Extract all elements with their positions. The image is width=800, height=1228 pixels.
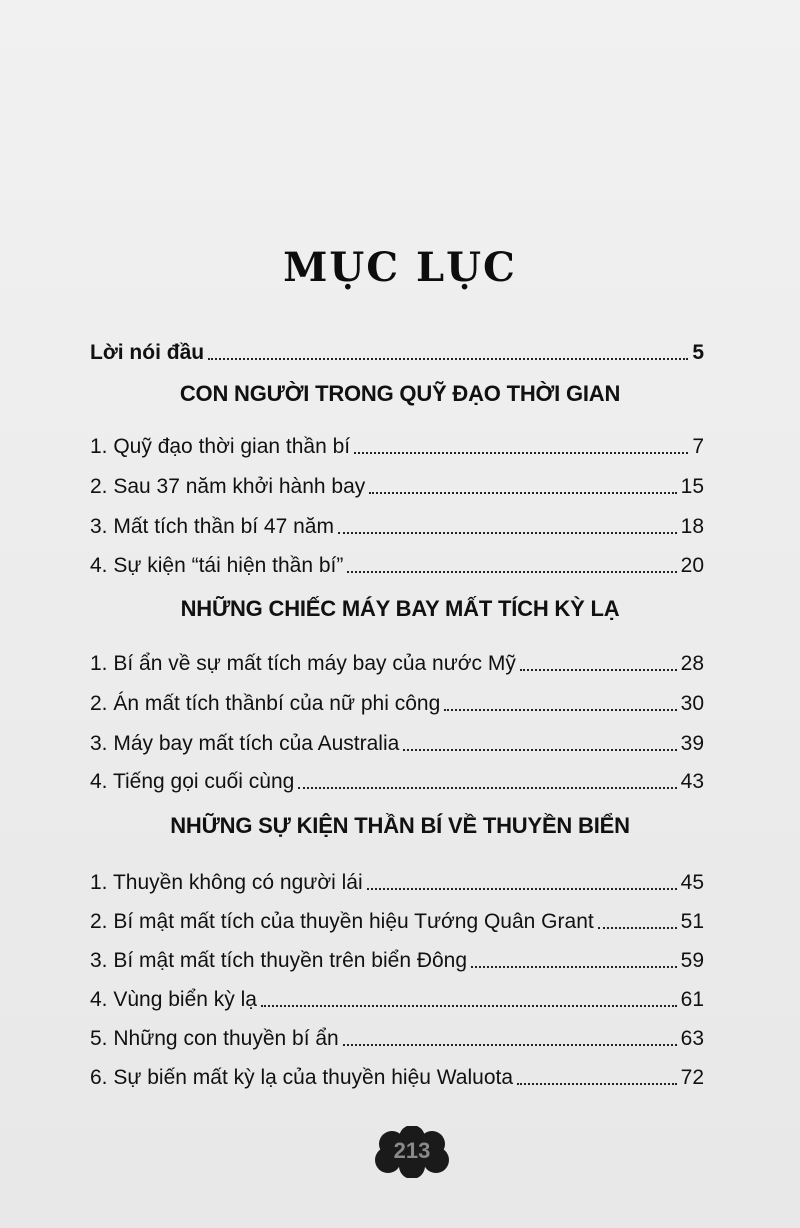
toc-entry-label: 2. Sau 37 năm khởi hành bay (90, 475, 366, 498)
toc-entry-label: Lời nói đầu (90, 341, 205, 364)
toc-entry (90, 981, 704, 1013)
toc-entry-page: 59 (680, 949, 704, 972)
toc-entry-label: 3. Mất tích thần bí 47 năm (90, 515, 334, 538)
dot-leader (347, 570, 676, 573)
dot-leader (471, 965, 677, 968)
dot-leader (338, 531, 677, 534)
toc-entry (90, 508, 704, 540)
toc-entry (90, 547, 704, 579)
toc-entry-page: 51 (680, 910, 704, 933)
toc-entry-label: 2. Án mất tích thầnbí của nữ phi công (90, 692, 441, 715)
dot-leader (343, 1043, 677, 1046)
dot-leader (444, 708, 676, 711)
toc-entry (90, 942, 704, 974)
dot-leader (520, 668, 677, 671)
section-heading: CON NGƯỜI TRONG QUỸ ĐẠO THỜI GIAN (179, 381, 621, 406)
toc-entry-label: 4. Tiếng gọi cuối cùng (90, 770, 295, 793)
dot-leader (261, 1004, 677, 1007)
toc-entry (90, 1059, 704, 1091)
toc-entry-label: 6. Sự biến mất kỳ lạ của thuyền hiệu Waluota (90, 1066, 514, 1089)
toc-entry-page: 15 (680, 475, 704, 498)
toc-entry-page: 28 (680, 652, 704, 675)
toc-entry-label: 1. Bí ẩn về sự mất tích máy bay của nước Mỹ (90, 652, 516, 675)
toc-entry-label: 4. Sự kiện “tái hiện thần bí” (90, 554, 344, 577)
dot-leader (403, 748, 676, 751)
toc-entry (90, 468, 704, 500)
dot-leader (517, 1082, 677, 1085)
toc-entry-page: 63 (680, 1027, 704, 1050)
toc-entry (90, 725, 704, 757)
toc-entry-label: 3. Máy bay mất tích của Australia (90, 732, 400, 755)
dot-leader (367, 887, 677, 890)
page-number: 213 (393, 1138, 431, 1163)
section-heading: NHỮNG CHIẾC MÁY BAY MẤT TÍCH KỲ LẠ (180, 596, 620, 621)
toc-entry (90, 903, 704, 935)
dot-leader (208, 357, 688, 360)
dot-leader (369, 491, 676, 494)
toc-entry-page: 30 (680, 692, 704, 715)
toc-entry (90, 428, 704, 460)
section-heading: NHỮNG SỰ KIỆN THẦN BÍ VỀ THUYỀN BIỂN (170, 813, 630, 838)
toc-entry-page: 72 (680, 1066, 704, 1089)
page-title: MỤC LỤC (283, 244, 517, 291)
toc-entry-label: 4. Vùng biển kỳ lạ (90, 988, 257, 1011)
toc-entry-preface (90, 334, 704, 366)
toc-entry (90, 1020, 704, 1052)
toc-entry-page: 5 (692, 341, 704, 364)
page-number-badge (372, 1126, 452, 1178)
toc-entry-page: 20 (680, 554, 704, 577)
toc-entry-label: 2. Bí mật mất tích của thuyền hiệu Tướng Quân Grant (90, 910, 594, 933)
toc-entry-page: 61 (680, 988, 704, 1011)
dot-leader (598, 926, 677, 929)
dot-leader (354, 451, 688, 454)
toc-entry-label: 1. Thuyền không có người lái (90, 871, 363, 894)
toc-entry-page: 39 (680, 732, 704, 755)
toc-entry-label: 3. Bí mật mất tích thuyền trên biển Đông (90, 949, 468, 972)
toc-entry (90, 864, 704, 896)
toc-entry-page: 45 (680, 871, 704, 894)
toc-entry-page: 18 (680, 515, 704, 538)
dot-leader (298, 786, 676, 789)
toc-entry-page: 7 (692, 435, 704, 458)
toc-entry-label: 1. Quỹ đạo thời gian thần bí (90, 435, 351, 458)
toc-entry-page: 43 (680, 770, 704, 793)
toc-entry-label: 5. Những con thuyền bí ẩn (90, 1027, 339, 1050)
toc-entry (90, 645, 704, 677)
toc-entry (90, 685, 704, 717)
toc-entry (90, 763, 704, 795)
